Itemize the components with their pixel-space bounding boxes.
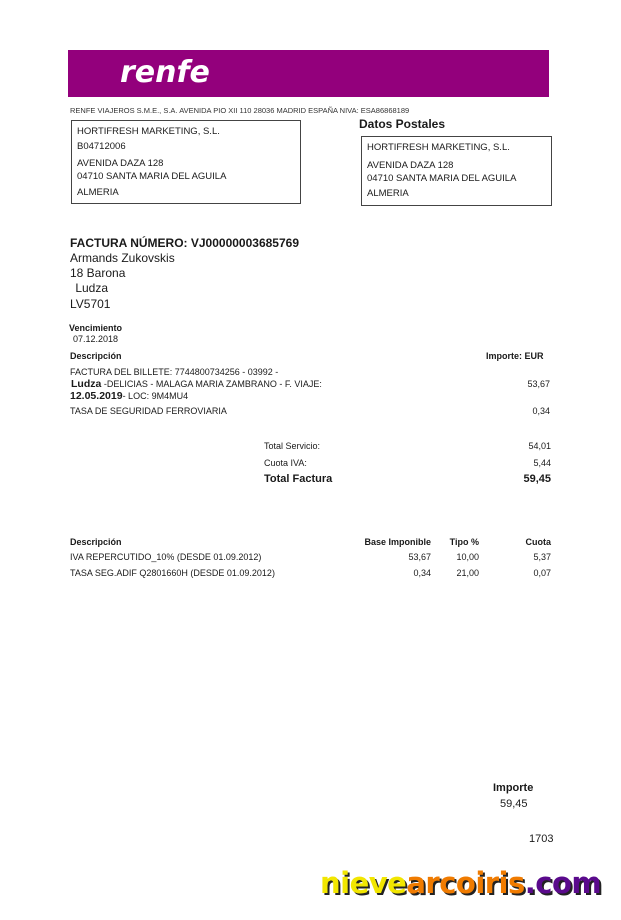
line2-amount: 0,34 (532, 406, 550, 416)
postal-name: HORTIFRESH MARKETING, S.L. (367, 142, 510, 153)
lines-header-description: Descripción (70, 351, 122, 361)
tax-header-amount: Cuota (525, 537, 551, 547)
billing-name: HORTIFRESH MARKETING, S.L. (77, 126, 220, 137)
due-date: 07.12.2018 (73, 334, 119, 344)
total-service-value: 54,01 (528, 441, 551, 451)
tax-header-rate: Tipo % (449, 537, 479, 547)
total-invoice-label: Total Factura (264, 473, 333, 485)
tax-row2-amount: 0,07 (533, 568, 551, 578)
customer-name: Armands Zukovskis (70, 251, 175, 265)
vat-value: 5,44 (533, 458, 551, 468)
customer-street: 18 Barona (70, 266, 126, 280)
total-service-label: Total Servicio: (264, 441, 321, 451)
billing-province: ALMERIA (77, 187, 119, 198)
renfe-logo: renfe (120, 55, 210, 90)
billing-city: 04710 SANTA MARIA DEL AGUILA (77, 171, 227, 182)
watermark (320, 866, 601, 900)
postal-street: AVENIDA DAZA 128 (367, 160, 454, 171)
customer-city: Ludza (72, 281, 109, 295)
watermark-part-arcoiris: arcoiris (406, 866, 525, 900)
vat-label: Cuota IVA: (264, 458, 307, 468)
line1-description-a: FACTURA DEL BILLETE: 7744800734256 - 03992 - (70, 367, 279, 377)
billing-street: AVENIDA DAZA 128 (77, 158, 164, 169)
tax-row2-base: 0,34 (413, 568, 431, 578)
footer-importe-value: 59,45 (500, 798, 528, 810)
postal-province: ALMERIA (367, 188, 409, 199)
origin-station: Ludza (71, 378, 102, 390)
customer-postcode: LV5701 (70, 297, 111, 311)
footer-code: 1703 (529, 833, 554, 845)
tax-row2-description: TASA SEG.ADIF Q2801660H (DESDE 01.09.2012) (70, 568, 275, 578)
lines-header-amount: Importe: EUR (486, 351, 544, 361)
locator-text: - LOC: 9M4MU4 (122, 391, 189, 401)
tax-row1-description: IVA REPERCUTIDO_10% (DESDE 01.09.2012) (70, 552, 262, 562)
postal-city: 04710 SANTA MARIA DEL AGUILA (367, 173, 517, 184)
billing-tax-id: B04712006 (77, 141, 126, 152)
route-text: -DELICIAS - MALAGA MARIA ZAMBRANO - F. VIAJE: (101, 379, 322, 389)
line1-description-c (70, 390, 188, 402)
tax-row1-amount: 5,37 (533, 552, 551, 562)
total-invoice-value: 59,45 (523, 473, 551, 485)
line1-description-b (71, 378, 322, 390)
line1-amount: 53,67 (527, 379, 550, 389)
tax-header-description: Descripción (70, 537, 122, 547)
postal-title: Datos Postales (359, 117, 446, 131)
tax-row1-base: 53,67 (408, 552, 431, 562)
watermark-part-nieve: nieve (320, 866, 407, 900)
travel-date: 12.05.2019 (70, 390, 123, 402)
due-label: Vencimiento (69, 323, 123, 333)
footer-importe-label: Importe (493, 782, 534, 794)
company-info: RENFE VIAJEROS S.M.E., S.A. AVENIDA PIO XII 110 28036 MADRID ESPAÑA NIVA: ESA86868189 (70, 106, 410, 115)
line2-description: TASA DE SEGURIDAD FERROVIARIA (70, 406, 227, 416)
tax-header-base: Base Imponible (364, 537, 431, 547)
tax-row1-rate: 10,00 (456, 552, 479, 562)
invoice-number: FACTURA NÚMERO: VJ00000003685769 (70, 236, 299, 250)
watermark-part-com: .com (524, 866, 602, 900)
tax-row2-rate: 21,00 (456, 568, 479, 578)
